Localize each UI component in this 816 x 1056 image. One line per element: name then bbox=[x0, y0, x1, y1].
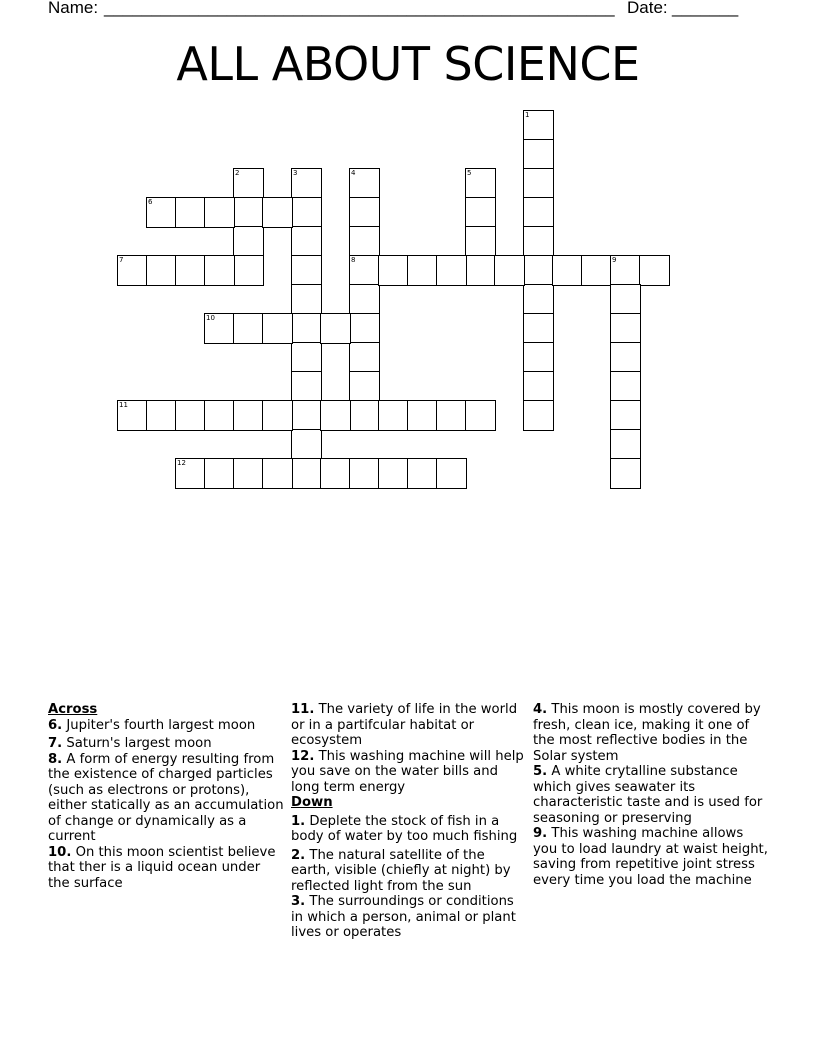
grid-cell[interactable] bbox=[320, 458, 351, 489]
grid-cell[interactable] bbox=[262, 313, 293, 344]
grid-cell[interactable] bbox=[291, 197, 322, 228]
clue-number: 5. bbox=[533, 764, 548, 779]
grid-cell[interactable] bbox=[378, 458, 409, 489]
grid-cell[interactable] bbox=[523, 313, 554, 344]
name-label: Name: bbox=[48, 0, 99, 17]
grid-cell[interactable] bbox=[291, 400, 322, 431]
clue-text: Saturn's largest moon bbox=[66, 736, 212, 751]
clue-number-label: 2 bbox=[235, 169, 240, 177]
grid-cell[interactable] bbox=[610, 313, 641, 344]
clue-across-8 bbox=[48, 752, 284, 845]
grid-cell[interactable] bbox=[465, 255, 496, 286]
across-heading: Across bbox=[48, 702, 98, 717]
grid-cell[interactable] bbox=[610, 458, 641, 489]
grid-cell[interactable] bbox=[291, 313, 322, 344]
grid-cell[interactable] bbox=[349, 255, 380, 286]
grid-cell[interactable] bbox=[523, 255, 554, 286]
grid-cell[interactable] bbox=[204, 255, 235, 286]
clue-column-2 bbox=[291, 702, 527, 941]
grid-cell[interactable] bbox=[262, 458, 293, 489]
clue-number-label: 4 bbox=[351, 169, 356, 177]
date-field[interactable]: _______ bbox=[672, 0, 739, 17]
grid-cell[interactable] bbox=[610, 371, 641, 402]
grid-cell[interactable] bbox=[349, 371, 380, 402]
grid-cell[interactable] bbox=[175, 255, 206, 286]
grid-cell[interactable] bbox=[349, 313, 380, 344]
clue-down-9 bbox=[533, 826, 769, 888]
clue-number-label: 6 bbox=[148, 198, 153, 206]
grid-cell[interactable] bbox=[146, 197, 177, 228]
grid-cell[interactable] bbox=[523, 371, 554, 402]
grid-cell[interactable] bbox=[465, 226, 496, 257]
grid-cell[interactable] bbox=[291, 429, 322, 460]
clue-number: 9. bbox=[533, 826, 548, 841]
grid-cell[interactable] bbox=[175, 458, 206, 489]
grid-cell[interactable] bbox=[117, 255, 148, 286]
clue-down-4 bbox=[533, 702, 769, 764]
clue-across-6 bbox=[48, 718, 284, 734]
grid-cell[interactable] bbox=[349, 197, 380, 228]
grid-cell[interactable] bbox=[320, 313, 351, 344]
clue-across-12 bbox=[291, 749, 527, 796]
grid-cell[interactable] bbox=[204, 400, 235, 431]
grid-cell[interactable] bbox=[204, 458, 235, 489]
grid-cell[interactable] bbox=[494, 255, 525, 286]
down-heading: Down bbox=[291, 795, 333, 810]
grid-cell[interactable] bbox=[349, 342, 380, 373]
clue-across-7 bbox=[48, 736, 284, 752]
clue-number: 10. bbox=[48, 844, 72, 860]
clue-text: Deplete the stock of fish in a body of water by too much fishing bbox=[291, 813, 518, 844]
page-title: ALL ABOUT SCIENCE bbox=[176, 37, 640, 91]
grid-cell[interactable] bbox=[320, 400, 351, 431]
grid-cell[interactable] bbox=[291, 255, 322, 286]
grid-cell[interactable] bbox=[523, 284, 554, 315]
grid-cell[interactable] bbox=[291, 371, 322, 402]
clue-down-3 bbox=[291, 894, 527, 941]
clue-text: On this moon scientist believe that ther is a liquid ocean under the surface bbox=[48, 844, 276, 891]
clue-number-label: 10 bbox=[206, 314, 215, 322]
clue-text: The variety of life in the world or in a partifcular habitat or ecosystem bbox=[291, 702, 518, 748]
grid-cell[interactable] bbox=[233, 168, 264, 199]
clue-text: This moon is mostly covered by fresh, clean ice, making it one of the most reflective bodies in the Solar system bbox=[533, 702, 761, 764]
grid-cell[interactable] bbox=[233, 458, 264, 489]
clue-text: Jupiter's fourth largest moon bbox=[66, 717, 256, 733]
grid-cell[interactable] bbox=[610, 400, 641, 431]
grid-cell[interactable] bbox=[465, 197, 496, 228]
grid-cell[interactable] bbox=[204, 313, 235, 344]
grid-cell[interactable] bbox=[378, 255, 409, 286]
grid-cell[interactable] bbox=[291, 458, 322, 489]
clue-number: 3. bbox=[291, 894, 306, 909]
grid-cell[interactable] bbox=[610, 255, 641, 286]
clue-text: This washing machine will help you save on the water bills and long term energy bbox=[291, 748, 524, 795]
grid-cell[interactable] bbox=[349, 168, 380, 199]
grid-cell[interactable] bbox=[262, 400, 293, 431]
grid-cell[interactable] bbox=[233, 400, 264, 431]
clue-number-label: 5 bbox=[467, 169, 472, 177]
grid-cell[interactable] bbox=[407, 400, 438, 431]
grid-cell[interactable] bbox=[349, 226, 380, 257]
clue-number: 6. bbox=[48, 717, 63, 733]
grid-cell[interactable] bbox=[349, 458, 380, 489]
grid-cell[interactable] bbox=[523, 168, 554, 199]
clue-across-11 bbox=[291, 702, 527, 749]
grid-cell[interactable] bbox=[349, 400, 380, 431]
grid-cell[interactable] bbox=[436, 458, 467, 489]
grid-cell[interactable] bbox=[204, 197, 235, 228]
grid-cell[interactable] bbox=[146, 400, 177, 431]
clue-number: 4. bbox=[533, 702, 548, 717]
grid-cell[interactable] bbox=[610, 342, 641, 373]
clue-text: The surroundings or conditions in which a person, animal or plant lives or operates bbox=[291, 894, 516, 940]
grid-cell[interactable] bbox=[291, 284, 322, 315]
grid-cell[interactable] bbox=[233, 197, 264, 228]
grid-cell[interactable] bbox=[523, 400, 554, 431]
clue-text: A white crytalline substance which gives seawater its characteristic taste and is used for seasoning or preserving bbox=[533, 764, 763, 826]
clue-number: 7. bbox=[48, 736, 63, 751]
grid-cell[interactable] bbox=[175, 400, 206, 431]
grid-cell[interactable] bbox=[523, 110, 554, 141]
grid-cell[interactable] bbox=[610, 429, 641, 460]
clue-down-2 bbox=[291, 848, 527, 895]
clue-number-label: 1 bbox=[525, 111, 530, 119]
clue-number: 2. bbox=[291, 847, 306, 863]
grid-cell[interactable] bbox=[146, 255, 177, 286]
grid-cell[interactable] bbox=[349, 284, 380, 315]
grid-cell[interactable] bbox=[465, 168, 496, 199]
date-label: Date: bbox=[627, 0, 668, 17]
grid-cell[interactable] bbox=[262, 197, 293, 228]
grid-cell[interactable] bbox=[639, 255, 670, 286]
clue-column-1 bbox=[48, 702, 284, 891]
grid-cell[interactable] bbox=[465, 400, 496, 431]
clue-down-5 bbox=[533, 764, 769, 826]
grid-cell[interactable] bbox=[378, 400, 409, 431]
clue-number-label: 12 bbox=[177, 459, 186, 467]
clue-column-3 bbox=[533, 702, 769, 888]
grid-cell[interactable] bbox=[291, 226, 322, 257]
grid-cell[interactable] bbox=[291, 342, 322, 373]
grid-cell[interactable] bbox=[291, 168, 322, 199]
grid-cell[interactable] bbox=[523, 342, 554, 373]
clue-number: 1. bbox=[291, 813, 306, 829]
grid-cell[interactable] bbox=[523, 226, 554, 257]
grid-cell[interactable] bbox=[523, 139, 554, 170]
grid-cell[interactable] bbox=[581, 255, 612, 286]
clue-number-label: 7 bbox=[119, 256, 124, 264]
grid-cell[interactable] bbox=[117, 400, 148, 431]
grid-cell[interactable] bbox=[407, 458, 438, 489]
grid-cell[interactable] bbox=[436, 400, 467, 431]
grid-cell[interactable] bbox=[552, 255, 583, 286]
clue-down-1 bbox=[291, 814, 527, 845]
grid-cell[interactable] bbox=[523, 197, 554, 228]
grid-cell[interactable] bbox=[233, 226, 264, 257]
clue-across-10 bbox=[48, 845, 284, 892]
clue-number: 12. bbox=[291, 748, 315, 764]
clue-text: A form of energy resulting from the existence of charged particles (such as electrons or protons), either statically as an accumulation of change or dynamically as a current bbox=[48, 751, 284, 844]
grid-cell[interactable] bbox=[610, 284, 641, 315]
clue-number-label: 9 bbox=[612, 256, 617, 264]
clue-number-label: 8 bbox=[351, 256, 356, 264]
name-field[interactable]: ______________________________________________________ bbox=[104, 0, 615, 17]
grid-cell[interactable] bbox=[233, 255, 264, 286]
clue-number: 11. bbox=[291, 702, 315, 717]
grid-cell[interactable] bbox=[175, 197, 206, 228]
clue-number-label: 3 bbox=[293, 169, 298, 177]
grid-cell[interactable] bbox=[436, 255, 467, 286]
grid-cell[interactable] bbox=[233, 313, 264, 344]
clue-number: 8. bbox=[48, 751, 63, 767]
clue-number-label: 11 bbox=[119, 401, 128, 409]
clue-text: The natural satellite of the earth, visible (chiefly at night) by reflected light from the sun bbox=[291, 847, 511, 894]
clue-text: This washing machine allows you to load laundry at waist height, saving from repetitive joint stress every time you load the machine bbox=[533, 826, 768, 888]
grid-cell[interactable] bbox=[407, 255, 438, 286]
